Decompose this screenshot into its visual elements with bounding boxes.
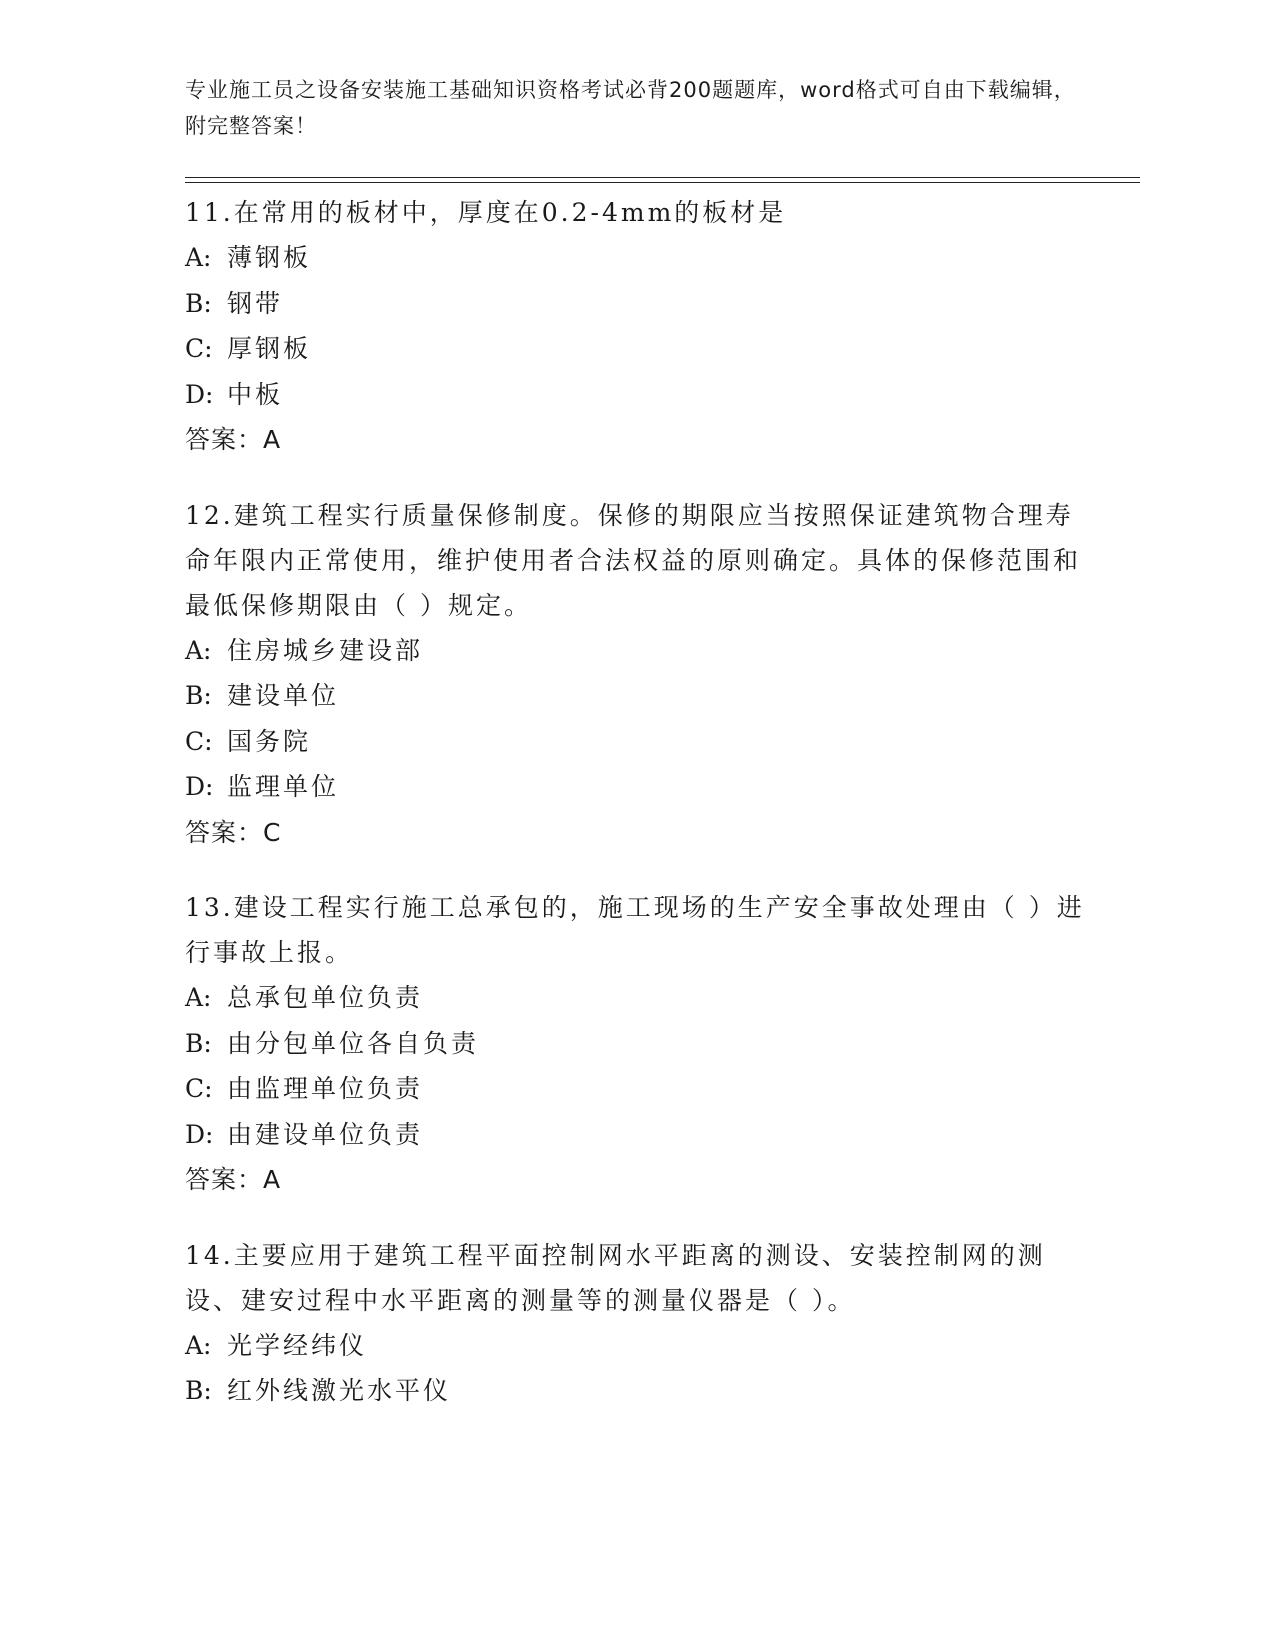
option-letter: A: [185, 243, 212, 272]
option-b [185, 1021, 1085, 1067]
option-c [185, 326, 1085, 372]
option-text: 光学经纬仪 [227, 1330, 368, 1360]
option-text: 住房城乡建设部 [227, 635, 424, 665]
document-title: 专业施工员之设备安装施工基础知识资格考试必背200题题库，word格式可自由下载编辑，附完整答案！ [185, 78, 1076, 138]
question-list [185, 190, 1085, 1444]
question-text: 13.建设工程实行施工总承包的，施工现场的生产安全事故处理由（ ）进行事故上报。 [185, 893, 1085, 967]
option-b [185, 673, 1085, 719]
question-text: 14.主要应用于建筑工程平面控制网水平距离的测设、安装控制网的测设、建安过程中水平距离的测量等的测量仪器是（ ）。 [185, 1240, 1046, 1315]
answer-line: 答案：C [185, 817, 282, 847]
question-text: 12.建筑工程实行质量保修制度。保修的期限应当按照保证建筑物合理寿命年限内正常使用，维护使用者合法权益的原则确定。具体的保修范围和最低保修期限由（ ）规定。 [185, 500, 1082, 620]
question-14 [185, 1233, 1085, 1414]
option-text: 总承包单位负责 [227, 983, 424, 1012]
option-b [185, 1368, 1085, 1414]
option-text: 国务院 [227, 726, 312, 756]
option-letter: D: [185, 1119, 214, 1149]
option-text: 中板 [227, 379, 284, 409]
option-text: 红外线激光水平仪 [227, 1376, 452, 1405]
header-rule-top [185, 177, 1140, 178]
option-b [185, 281, 1085, 327]
question-11 [185, 190, 1085, 463]
option-letter: C: [185, 726, 213, 756]
option-letter: D: [185, 379, 214, 409]
answer-line: 答案：A [185, 425, 282, 454]
option-letter: C: [185, 1074, 213, 1103]
option-letter: A: [185, 635, 212, 665]
option-letter: A: [185, 1330, 212, 1360]
option-letter: B: [185, 288, 212, 318]
option-d [185, 372, 1085, 418]
option-text: 建设单位 [227, 681, 340, 710]
option-text: 由监理单位负责 [227, 1074, 424, 1103]
option-letter: C: [185, 334, 213, 363]
option-text: 钢带 [227, 288, 284, 318]
document-header [185, 72, 1085, 144]
option-text: 厚钢板 [227, 334, 312, 363]
question-13 [185, 885, 1085, 1203]
option-a [185, 975, 1085, 1021]
option-a [185, 1323, 1085, 1369]
question-text: 11.在常用的板材中，厚度在0.2-4mm的板材是 [185, 198, 787, 227]
option-text: 由建设单位负责 [227, 1119, 424, 1149]
option-a [185, 628, 1085, 674]
answer-line: 答案：A [185, 1165, 282, 1194]
option-d [185, 764, 1085, 810]
option-a [185, 235, 1085, 281]
option-letter: B: [185, 681, 212, 710]
option-letter: B: [185, 1028, 212, 1058]
option-c [185, 719, 1085, 765]
option-text: 监理单位 [227, 772, 340, 801]
option-d [185, 1112, 1085, 1158]
option-letter: B: [185, 1376, 212, 1405]
option-text: 由分包单位各自负责 [227, 1028, 480, 1058]
option-c [185, 1066, 1085, 1112]
option-letter: A: [185, 983, 212, 1012]
option-text: 薄钢板 [227, 243, 312, 272]
question-12 [185, 493, 1085, 856]
option-letter: D: [185, 772, 214, 801]
header-rule-bottom [185, 182, 1140, 183]
